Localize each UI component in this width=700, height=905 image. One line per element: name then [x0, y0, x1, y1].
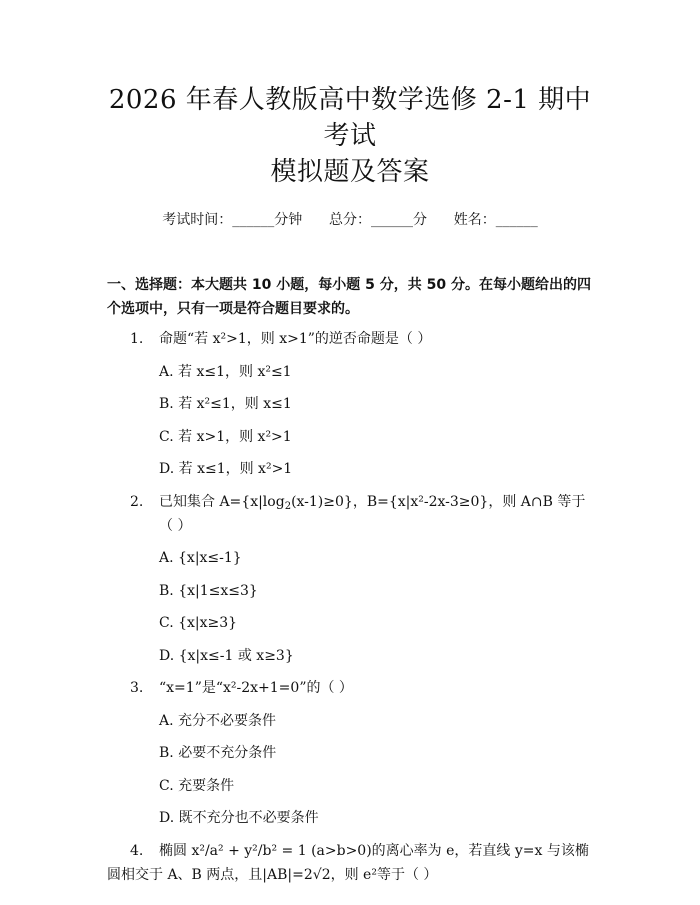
question-4 — [107, 839, 593, 887]
question-text-part1: 已知集合 A={x|log — [159, 493, 285, 510]
question-text-part2: (x-1)≥0}，B={x|x²-2x-3≥0}，则 A∩B 等于（ ） — [159, 493, 586, 534]
question-2 — [107, 490, 593, 668]
question-3 — [107, 676, 593, 830]
exam-title-line1: 2026 年春人教版高中数学选修 2-1 期中考试 — [108, 85, 592, 151]
question-1 — [107, 327, 593, 481]
exam-title — [107, 0, 593, 190]
section-heading: 一、选择题：本大题共 10 小题，每小题 5 分，共 50 分。在每小题给出的四个选项中，只有一项是符合题目要求的。 — [107, 277, 591, 317]
log-base-subscript: 2 — [284, 500, 292, 512]
question-text: “x=1”是“x²-2x+1=0”的（ ） — [159, 680, 353, 696]
option-a: A. {x|x≤-1} — [159, 550, 242, 566]
option-a: A. 充分不必要条件 — [159, 712, 277, 729]
option-c: C. 充要条件 — [159, 777, 235, 794]
option-b: B. 若 x²≤1，则 x≤1 — [159, 396, 292, 412]
exam-title-line2: 模拟题及答案 — [270, 157, 430, 187]
question-number: 1. — [130, 331, 144, 347]
option-list — [107, 360, 593, 482]
option-d: D. 既不充分也不必要条件 — [159, 810, 319, 826]
option-list — [107, 546, 593, 668]
question-text: 命题“若 x²>1，则 x>1”的逆否命题是（ ） — [159, 331, 432, 347]
question-stem — [107, 676, 593, 700]
option-d: D. 若 x≤1，则 x²>1 — [159, 461, 293, 477]
option-c: C. 若 x>1，则 x²>1 — [159, 428, 292, 445]
exam-meta-line: 考试时间：______分钟 总分：______分 姓名：______ — [162, 212, 538, 228]
option-d: D. {x|x≤-1 或 x≥3} — [159, 647, 294, 664]
option-b: B. 必要不充分条件 — [159, 745, 277, 761]
question-stem: 4. 椭圆 x²/a² + y²/b² = 1 (a>b>0)的离心率为 e，若直线 y=x 与该椭圆相交于 A、B 两点，且|AB|=2√2，则 e²等于（ ） — [107, 842, 589, 883]
question-stem — [107, 490, 593, 538]
question-stem — [107, 327, 593, 351]
question-number: 2. — [130, 493, 144, 510]
question-number: 3. — [130, 680, 144, 696]
question-text: 椭圆 x²/a² + y²/b² = 1 (a>b>0)的离心率为 e，若直线 y=x 与该椭圆相交于 A、B 两点，且|AB|=2√2，则 e²等于（ ） — [107, 842, 589, 883]
option-c: C. {x|x≥3} — [159, 615, 238, 631]
option-b: B. {x|1≤x≤3} — [159, 582, 258, 599]
option-a: A. 若 x≤1，则 x²≤1 — [159, 363, 292, 380]
option-list — [107, 709, 593, 831]
